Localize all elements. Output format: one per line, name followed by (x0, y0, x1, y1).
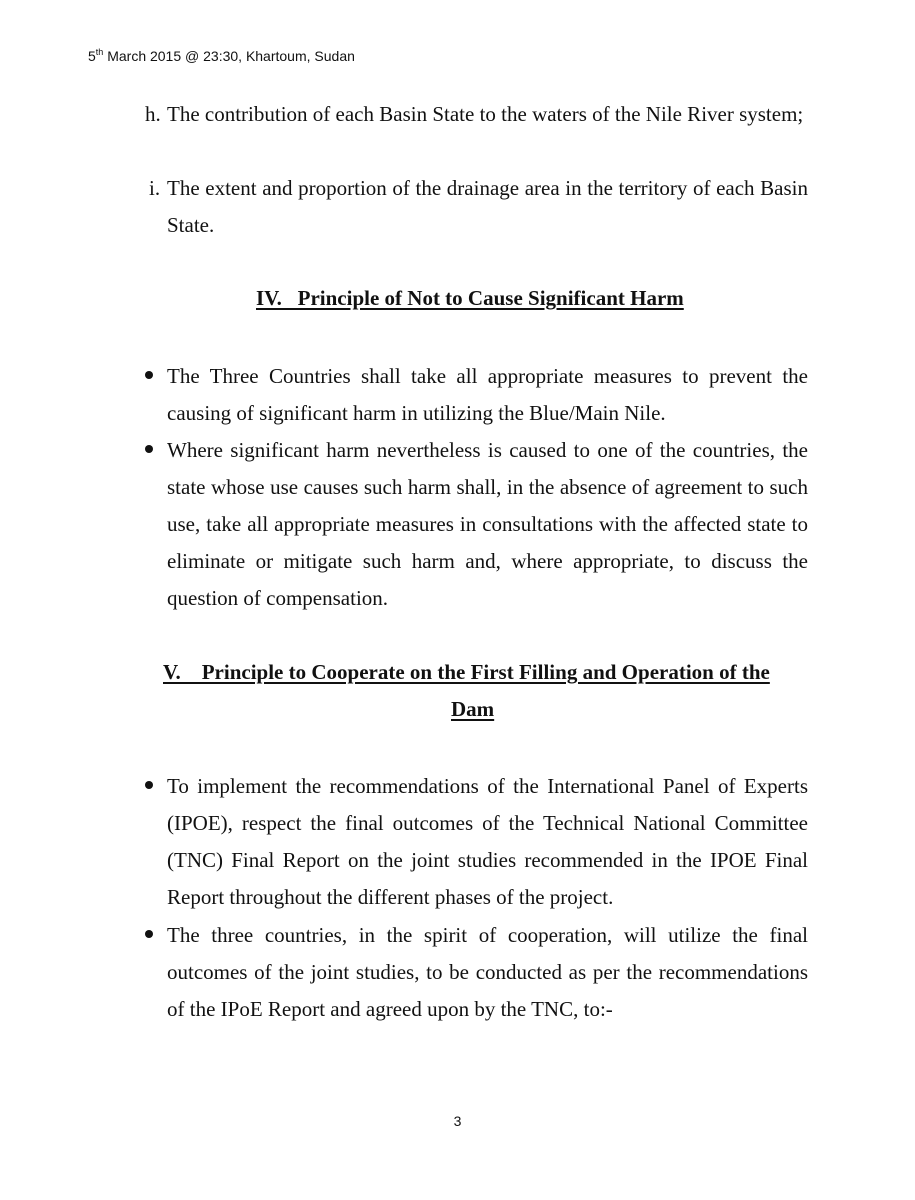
bullet-dot-icon (145, 371, 153, 379)
bullet-text: The three countries, in the spirit of cooperation, will utilize the final outcomes of the joint studies, to be conducted as per the recommendations of the IPoE Report and agreed upon by the TNC, to:- (167, 923, 808, 1021)
list-item-h (145, 96, 808, 133)
header-date-suffix: th (95, 47, 104, 57)
section-v-heading-line1: V. Principle to Cooperate on the First Filling and Operation of the (163, 660, 770, 684)
section-iv-bullet-1 (145, 358, 808, 432)
page-number: 3 (453, 1113, 462, 1129)
section-v-heading-line2: Dam (451, 697, 495, 721)
bullet-dot-icon (145, 445, 153, 453)
list-item-text: The extent and proportion of the drainage area in the territory of each Basin State. (167, 176, 808, 237)
section-v-bullet-1 (145, 768, 808, 916)
list-marker: i. (149, 176, 161, 200)
list-item-text: The contribution of each Basin State to the waters of the Nile River system; (167, 102, 804, 126)
section-iv-heading: IV. Principle of Not to Cause Significant Harm (256, 286, 684, 310)
section-v-bullet-2 (145, 917, 808, 1028)
list-marker: h. (145, 102, 161, 126)
bullet-dot-icon (145, 930, 153, 938)
bullet-dot-icon (145, 781, 153, 789)
bullet-text: The Three Countries shall take all appropriate measures to prevent the causing of significant harm in utilizing the Blue/Main Nile. (167, 364, 808, 425)
header-date-rest: March 2015 @ 23:30, Khartoum, Sudan (103, 48, 355, 64)
document-header (88, 48, 355, 64)
list-item-i (145, 170, 808, 244)
section-iv-bullet-2 (145, 432, 808, 617)
bullet-text: To implement the recommendations of the International Panel of Experts (IPOE), respect the final outcomes of the Technical National Committee (TNC) Final Report on the joint studies recommended in the IPOE Final Report throughout the different phases of the project. (167, 774, 808, 909)
bullet-text: Where significant harm nevertheless is caused to one of the countries, the state whose use causes such harm shall, in the absence of agreement to such use, take all appropriate measures in consultations with the affected state to eliminate or mitigate such harm and, where appropriate, to discuss the question of compensation. (167, 438, 808, 610)
header-date-day: 5 (88, 48, 96, 64)
